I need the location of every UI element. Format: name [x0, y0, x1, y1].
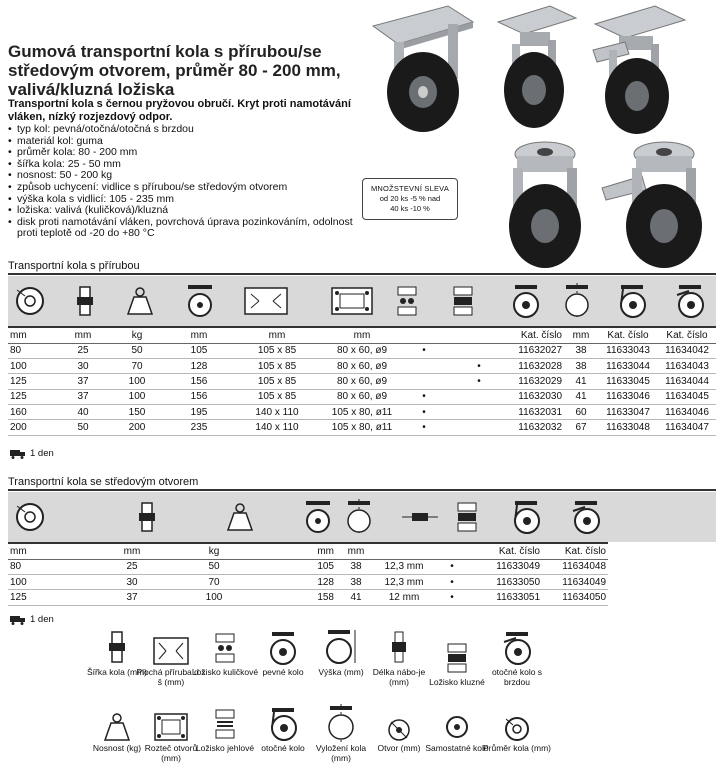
- table-cell: •: [432, 590, 472, 605]
- legend-label: Ložisko kuličkové: [191, 667, 259, 677]
- table-cell: 11633044: [598, 358, 658, 373]
- delivery-time: 1 den: [30, 448, 54, 459]
- table-row: [8, 374, 716, 389]
- col-header: kg: [110, 327, 164, 343]
- col-header: mm: [56, 327, 110, 343]
- flange-plate-icon: [240, 282, 292, 320]
- table-cell: 105: [164, 343, 234, 358]
- table-row: [8, 420, 716, 435]
- legend-label: Otvor (mm): [377, 743, 421, 753]
- feature-item: • průměr kola: 80 - 200 mm: [8, 147, 358, 159]
- legend-label: Průměr kola (mm): [482, 743, 551, 753]
- wheel-diameter-icon: [12, 498, 48, 536]
- photo-swivel-brake-caster: [585, 2, 690, 137]
- feature-list: [8, 124, 358, 240]
- delivery-info: [10, 448, 54, 459]
- col-header: [432, 543, 472, 559]
- table-cell: •: [404, 420, 444, 435]
- table-cell: •: [444, 358, 514, 373]
- table-cell: 100: [110, 374, 164, 389]
- col-header: mm: [262, 543, 336, 559]
- height-icon: [300, 498, 336, 536]
- table-cell: 11632027: [514, 343, 564, 358]
- table-cell: 12,3 mm: [376, 574, 432, 589]
- legend-label: Vyložení kola (mm): [315, 743, 367, 763]
- table-cell: 41: [336, 590, 376, 605]
- table1-icon-header: [8, 276, 716, 326]
- table-cell: 11634050: [542, 590, 608, 605]
- table-cell: 11632032: [514, 420, 564, 435]
- fixed-wheel-icon: [268, 630, 298, 666]
- table-cell: 105 x 85: [234, 374, 320, 389]
- table-cell: 50: [166, 559, 262, 574]
- table-cell: 80: [8, 343, 56, 358]
- legend-label: Nosnost (kg): [92, 743, 142, 753]
- bore-hole-icon: [387, 718, 411, 742]
- col-header: Kat. číslo: [658, 327, 716, 343]
- table-cell: 105 x 85: [234, 358, 320, 373]
- col-header: mm: [98, 543, 166, 559]
- table-header-row: [8, 327, 716, 343]
- legend-swivel-brake-wheel: [482, 626, 552, 687]
- table-cell: •: [432, 559, 472, 574]
- table-cell: 11634044: [658, 374, 716, 389]
- table2-icon-header: [8, 492, 716, 542]
- table-cell: 100: [8, 358, 56, 373]
- table-cell: 160: [8, 405, 56, 420]
- load-capacity-icon: [120, 282, 160, 320]
- table-cell: 11634049: [542, 574, 608, 589]
- product-subtitle: Transportní kola s černou pryžovou obručí. Kryt proti namotávání vláken, nízký rozjezdový odpor.: [8, 98, 351, 123]
- legend-label: Ložisko kluzné: [429, 677, 485, 687]
- table-row: [8, 358, 716, 373]
- col-header: mm: [8, 327, 56, 343]
- table-cell: 80 x 60, ø9: [320, 343, 404, 358]
- plain-bearing-icon: [445, 640, 469, 676]
- table-bolt-hole-casters: [8, 542, 608, 606]
- col-header: Kat. číslo: [542, 543, 608, 559]
- table-cell: 125: [8, 590, 98, 605]
- table-cell: 70: [110, 358, 164, 373]
- table-row: [8, 574, 608, 589]
- table-cell: 200: [8, 420, 56, 435]
- table-cell: [444, 389, 514, 404]
- table-cell: [404, 374, 444, 389]
- legend-label: Délka nábo-je (mm): [372, 667, 426, 687]
- table-cell: 11632031: [514, 405, 564, 420]
- page-title: Gumová transportní kola s přírubou/se středovým otvorem, průměr 80 - 200 mm, valivá/kluzná ložiska: [8, 42, 341, 99]
- table-cell: 11632029: [514, 374, 564, 389]
- legend-label: Výška (mm): [318, 667, 364, 677]
- table-cell: •: [404, 405, 444, 420]
- swivel-wheel-icon: [614, 282, 650, 320]
- delivery-time: 1 den: [30, 614, 54, 625]
- table-cell: 11633046: [598, 389, 658, 404]
- legend-label: otočné kolo s brzdou: [491, 667, 543, 687]
- feature-item: • způsob uchycení: vidlice s přírubou/se středovým otvorem: [8, 182, 358, 194]
- hub-length-icon: [389, 628, 409, 666]
- feature-item: • materiál kol: guma: [8, 136, 358, 148]
- table-row: [8, 559, 608, 574]
- single-wheel-icon: [445, 712, 469, 742]
- col-header: mm: [234, 327, 320, 343]
- table-cell: 30: [56, 358, 110, 373]
- delivery-info: [10, 614, 54, 625]
- table-cell: 105 x 85: [234, 389, 320, 404]
- col-header: Kat. číslo: [598, 327, 658, 343]
- table-cell: 30: [98, 574, 166, 589]
- table-cell: 156: [164, 374, 234, 389]
- feature-item: • nosnost: 50 - 200 kg: [8, 170, 358, 182]
- table-cell: 200: [110, 420, 164, 435]
- table-cell: 140 x 110: [234, 420, 320, 435]
- hole-spacing-icon: [326, 282, 378, 320]
- swivel-wheel-icon: [268, 706, 298, 742]
- table-cell: 80 x 60, ø9: [320, 389, 404, 404]
- col-header: mm: [564, 327, 598, 343]
- wheel-width-icon: [70, 282, 100, 320]
- table-cell: 38: [336, 559, 376, 574]
- swivel-wheel-icon: [508, 498, 544, 536]
- feature-item: • ložiska: valivá (kuličková)/kluzná: [8, 205, 358, 217]
- col-header: [444, 327, 514, 343]
- table-cell: 11633047: [598, 405, 658, 420]
- table-cell: 105 x 80, ø11: [320, 405, 404, 420]
- photo-swivel-caster: [490, 2, 580, 132]
- table-cell: 11633049: [472, 559, 542, 574]
- col-header: mm: [164, 327, 234, 343]
- wheel-diameter-icon: [12, 282, 48, 320]
- table-cell: 105 x 80, ø11: [320, 420, 404, 435]
- table-cell: 11633043: [598, 343, 658, 358]
- wheel-width-icon: [107, 628, 127, 666]
- table-cell: 37: [56, 389, 110, 404]
- section-title-flange: Transportní kola s přírubou: [8, 260, 140, 272]
- load-capacity-icon: [99, 712, 135, 742]
- legend-label: Šířka kola (mm): [87, 667, 147, 677]
- offset-icon: [342, 498, 376, 536]
- table-cell: 11634042: [658, 343, 716, 358]
- table-cell: 140 x 110: [234, 405, 320, 420]
- table-cell: 150: [110, 405, 164, 420]
- swivel-brake-wheel-icon: [502, 630, 532, 666]
- table-row: [8, 405, 716, 420]
- needle-bearing-icon: [213, 706, 237, 742]
- table-cell: 25: [56, 343, 110, 358]
- table-cell: 100: [110, 389, 164, 404]
- table-row: [8, 590, 608, 605]
- table-row: [8, 389, 716, 404]
- table-cell: [444, 420, 514, 435]
- plain-bearing-icon: [448, 282, 478, 320]
- table-header-row: [8, 543, 608, 559]
- col-header: [404, 327, 444, 343]
- table-cell: 128: [164, 358, 234, 373]
- table-cell: 41: [564, 374, 598, 389]
- table-cell: •: [404, 389, 444, 404]
- section-rule: [8, 273, 716, 275]
- table-cell: 25: [98, 559, 166, 574]
- table-cell: [404, 358, 444, 373]
- table-cell: 80: [8, 559, 98, 574]
- table-cell: 70: [166, 574, 262, 589]
- feature-item: • výška kola s vidlicí: 105 - 235 mm: [8, 194, 358, 206]
- legend-label: otočné kolo: [261, 743, 305, 753]
- table-cell: 11632030: [514, 389, 564, 404]
- wheel-width-icon: [132, 498, 162, 536]
- symbol-legend: [87, 626, 560, 774]
- discount-line: od 20 ks -5 % nad: [379, 194, 441, 203]
- table-cell: 125: [8, 389, 56, 404]
- table-cell: 67: [564, 420, 598, 435]
- table-cell: 12,3 mm: [376, 559, 432, 574]
- table-cell: 37: [56, 374, 110, 389]
- table-cell: 11634043: [658, 358, 716, 373]
- legend-label: pevné kolo: [262, 667, 304, 677]
- fixed-wheel-icon: [508, 282, 544, 320]
- table-cell: 50: [110, 343, 164, 358]
- feature-item: • disk proti namotávání vláken, povrchová úprava pozinkováním, odolnost proti teplotě od -20 do +80 °C: [8, 217, 358, 240]
- col-header: Kat. číslo: [472, 543, 542, 559]
- table-cell: 50: [56, 420, 110, 435]
- hub-length-icon: [400, 498, 440, 536]
- ball-bearing-icon: [213, 630, 237, 666]
- table-cell: 11634045: [658, 389, 716, 404]
- table-cell: 40: [56, 405, 110, 420]
- swivel-brake-wheel-icon: [568, 498, 604, 536]
- col-header: [376, 543, 432, 559]
- legend-label: Samostatné kolo: [425, 743, 489, 753]
- table-row: [8, 343, 716, 358]
- offset-icon: [326, 704, 356, 742]
- table-cell: 12 mm: [376, 590, 432, 605]
- offset-icon: [560, 282, 594, 320]
- table-cell: [444, 343, 514, 358]
- table-flange-casters: [8, 326, 716, 436]
- feature-item: • šířka kola: 25 - 50 mm: [8, 159, 358, 171]
- table-cell: 158: [262, 590, 336, 605]
- col-header: Kat. číslo: [514, 327, 564, 343]
- flange-plate-icon: [152, 636, 190, 666]
- truck-icon: [10, 616, 26, 624]
- height-icon: [180, 282, 220, 320]
- table-cell: 156: [164, 389, 234, 404]
- table-cell: 100: [8, 574, 98, 589]
- table-cell: 11634046: [658, 405, 716, 420]
- table-cell: 195: [164, 405, 234, 420]
- wheel-diameter-icon: [504, 716, 530, 742]
- table-cell: 11634047: [658, 420, 716, 435]
- col-header: mm: [320, 327, 404, 343]
- load-capacity-icon: [220, 498, 260, 536]
- table-cell: 60: [564, 405, 598, 420]
- section-title-bolt-hole: Transportní kola se středovým otvorem: [8, 476, 199, 488]
- table-cell: 105 x 85: [234, 343, 320, 358]
- feature-item: • typ kol: pevná/otočná/otočná s brzdou: [8, 124, 358, 136]
- table-cell: 38: [564, 343, 598, 358]
- table-cell: •: [444, 374, 514, 389]
- quantity-discount-badge: [362, 178, 458, 220]
- discount-heading: MNOŽSTEVNÍ SLEVA: [370, 184, 450, 193]
- truck-icon: [10, 450, 26, 458]
- col-header: mm: [336, 543, 376, 559]
- table-cell: •: [404, 343, 444, 358]
- section-rule: [8, 489, 716, 491]
- table-cell: 105: [262, 559, 336, 574]
- table-cell: 11632028: [514, 358, 564, 373]
- hole-spacing-icon: [153, 712, 189, 742]
- height-icon: [324, 628, 358, 666]
- table-cell: 11633045: [598, 374, 658, 389]
- table-cell: 11633050: [472, 574, 542, 589]
- ball-bearing-icon: [392, 282, 422, 320]
- table-cell: 80 x 60, ø9: [320, 358, 404, 373]
- table-cell: [444, 405, 514, 420]
- legend-label: Plochá příruba d x š (mm): [136, 667, 206, 687]
- plain-bearing-icon: [452, 498, 482, 536]
- discount-line: 40 ks -10 %: [390, 204, 430, 213]
- table-cell: 100: [166, 590, 262, 605]
- table-cell: 235: [164, 420, 234, 435]
- table-cell: 128: [262, 574, 336, 589]
- photo-bolt-hole-brake-caster: [598, 138, 718, 270]
- table-cell: 38: [336, 574, 376, 589]
- table-cell: 37: [98, 590, 166, 605]
- legend-wheel-diameter: [482, 702, 552, 754]
- legend-label: Rozteč otvorů (mm): [144, 743, 198, 763]
- table-cell: 11633051: [472, 590, 542, 605]
- table-cell: 41: [564, 389, 598, 404]
- legend-label: Ložisko jehlové: [195, 743, 255, 753]
- table-cell: 80 x 60, ø9: [320, 374, 404, 389]
- photo-bolt-hole-caster: [495, 138, 595, 270]
- col-header: kg: [166, 543, 262, 559]
- swivel-brake-wheel-icon: [672, 282, 708, 320]
- table-cell: 38: [564, 358, 598, 373]
- table-cell: •: [432, 574, 472, 589]
- table-cell: 11634048: [542, 559, 608, 574]
- table-cell: 125: [8, 374, 56, 389]
- table-cell: 11633048: [598, 420, 658, 435]
- photo-fixed-caster: [368, 4, 478, 134]
- col-header: mm: [8, 543, 98, 559]
